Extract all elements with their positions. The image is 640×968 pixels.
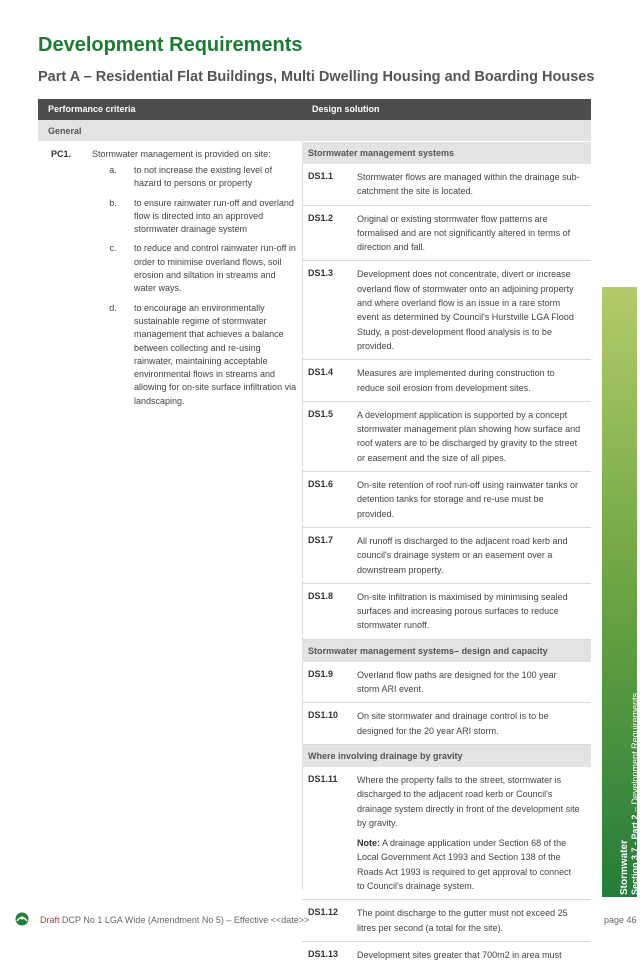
ds-code: DS1.1 xyxy=(308,171,334,181)
table-row xyxy=(302,164,591,206)
ds-text: On-site retention of roof run-off using rainwater tanks or detention tanks for storage and re-use must be provided. xyxy=(357,480,578,519)
pc-item-key: a. xyxy=(109,165,117,175)
pc-intro: Stormwater management is provided on site: xyxy=(92,149,271,159)
table-row xyxy=(302,360,591,402)
footer-draft: Draft xyxy=(40,915,60,925)
pc-item-key: c. xyxy=(109,243,117,254)
ds-code: DS1.12 xyxy=(308,907,339,918)
ds-code: DS1.10 xyxy=(308,710,339,721)
pc-list-item xyxy=(92,242,297,295)
pc-list-item xyxy=(92,197,297,237)
header-design-solution: Design solution xyxy=(312,104,380,114)
ds-text: Development sites greater that 700m2 in area must xyxy=(357,949,562,960)
ds-note xyxy=(357,836,581,893)
ds-text: Stormwater flows are managed within the drainage sub-catchment the site is located. xyxy=(357,172,580,197)
page-footer xyxy=(14,912,637,925)
general-section-bar xyxy=(38,120,591,141)
ds-text: On-site infiltration is maximised by minimising sealed surfaces and increasing porous surfaces to reduce stormwater runoff. xyxy=(357,591,568,631)
ds-code: DS1.13 xyxy=(308,948,339,959)
ds-code: DS1.5 xyxy=(308,408,334,419)
pc-list-item xyxy=(92,302,297,408)
ds-code: DS1.3 xyxy=(308,268,334,279)
section-heading: Stormwater management systems– design and capacity xyxy=(302,640,591,662)
ds-code: DS1.4 xyxy=(308,367,334,378)
ds-text: Measures are implemented during construction to reduce soil erosion from development sites. xyxy=(357,368,555,393)
pc-code: PC1. xyxy=(51,149,72,159)
table-row xyxy=(302,662,591,704)
note-text: A drainage application under Section 68 of the Local Government Act 1993 and Section 138 of the Roads Act 1993 is required to get approval to connect to Council's drainage system. xyxy=(357,838,572,891)
page-title: Development Requirements xyxy=(38,34,303,56)
table-row xyxy=(302,402,591,472)
pc-list-item xyxy=(92,164,297,191)
design-solutions xyxy=(302,142,591,968)
note-label: Note: xyxy=(357,838,380,849)
section-heading: Stormwater management systems xyxy=(302,142,591,164)
general-label: General xyxy=(48,126,82,136)
table-row xyxy=(302,528,591,584)
ds-text: Where the property falls to the street, stormwater is discharged to the adjacent road kerb or Council's drainage system directly in front of the development site by gravity. xyxy=(357,774,580,828)
ds-text: Development does not concentrate, divert or increase overland flow of stormwater onto an adjoining property and where overland flow is an issue in a rare storm event as determined by Council's Hurstville LGA Flood Study, a post-development flood analysis is to be provided. xyxy=(357,269,574,351)
ds-text: Overland flow paths are designed for the 100 year storm ARI event. xyxy=(357,669,557,695)
ds-code: DS1.7 xyxy=(308,534,334,545)
pc-item-text: to ensure rainwater run-off and overland flow is directed into an approved stormwater drainage system xyxy=(134,197,294,235)
page-subtitle: Part A – Residential Flat Buildings, Multi Dwelling Housing and Boarding Houses xyxy=(38,69,595,85)
ds-text: On site stormwater and drainage control is to be designed for the 20 year ARI storm. xyxy=(357,711,549,736)
table-row xyxy=(302,472,591,528)
pc-item-key: b. xyxy=(109,197,117,208)
sidebar-section-bold: Section 3.7 - Part 2 xyxy=(630,814,640,895)
header-performance-criteria: Performance criteria xyxy=(48,104,136,114)
ds-code: DS1.8 xyxy=(308,590,334,601)
table-header xyxy=(38,99,591,120)
ds-code: DS1.6 xyxy=(308,479,334,490)
pc-item-key: d. xyxy=(109,302,117,313)
pc-item-text: to reduce and control rainwater run-off in order to minimise overland flows, soil erosion and siltation in streams and water ways. xyxy=(134,243,296,294)
pc-item-text: to encourage an environmentally sustainable regime of stormwater management that achieves a balance between collecting and re-using rainwater, maintaining acceptable environmental flows in streams and allowing for on-site surface infiltration via landscaping. xyxy=(134,302,297,406)
ds-code: DS1.2 xyxy=(308,212,334,223)
sidebar-section xyxy=(630,693,640,895)
section-heading: Where involving drainage by gravity xyxy=(302,745,591,767)
sidebar-title: Stormwater xyxy=(619,839,630,895)
council-logo-icon xyxy=(14,912,30,926)
ds-text: The point discharge to the gutter must not exceed 25 litres per second (a total for the site). xyxy=(357,908,568,933)
table-row xyxy=(302,767,591,900)
pc-list xyxy=(92,164,297,414)
ds-text: A development application is supported by a concept stormwater management plan showing how surface and roof waters are to be discharged by gravity to the street or easement and the size of all pipes. xyxy=(357,409,581,463)
footer-doc: DCP No 1 LGA Wide (Amendment No 5) – Effective <<date>> xyxy=(59,915,310,925)
table-row xyxy=(302,942,591,968)
table-row xyxy=(302,703,591,745)
sidebar-section-rest: – Development Requirements xyxy=(630,692,640,815)
footer-text xyxy=(40,915,309,925)
table-row xyxy=(302,206,591,262)
page-number: page 46 xyxy=(604,915,637,925)
ds-text: All runoff is discharged to the adjacent road kerb and council's drainage system or an easement over a downstream property. xyxy=(357,535,568,575)
ds-code: DS1.9 xyxy=(308,668,334,679)
table-row xyxy=(302,261,591,360)
pc-item-text: to not increase the existing level of hazard to persons or property xyxy=(134,165,273,189)
ds-text: Original or existing stormwater flow patterns are formalised and are not significantly altered in terms of direction and fall. xyxy=(357,213,571,253)
table-row xyxy=(302,584,591,640)
ds-code: DS1.11 xyxy=(308,773,338,784)
sidebar-text xyxy=(619,693,640,895)
